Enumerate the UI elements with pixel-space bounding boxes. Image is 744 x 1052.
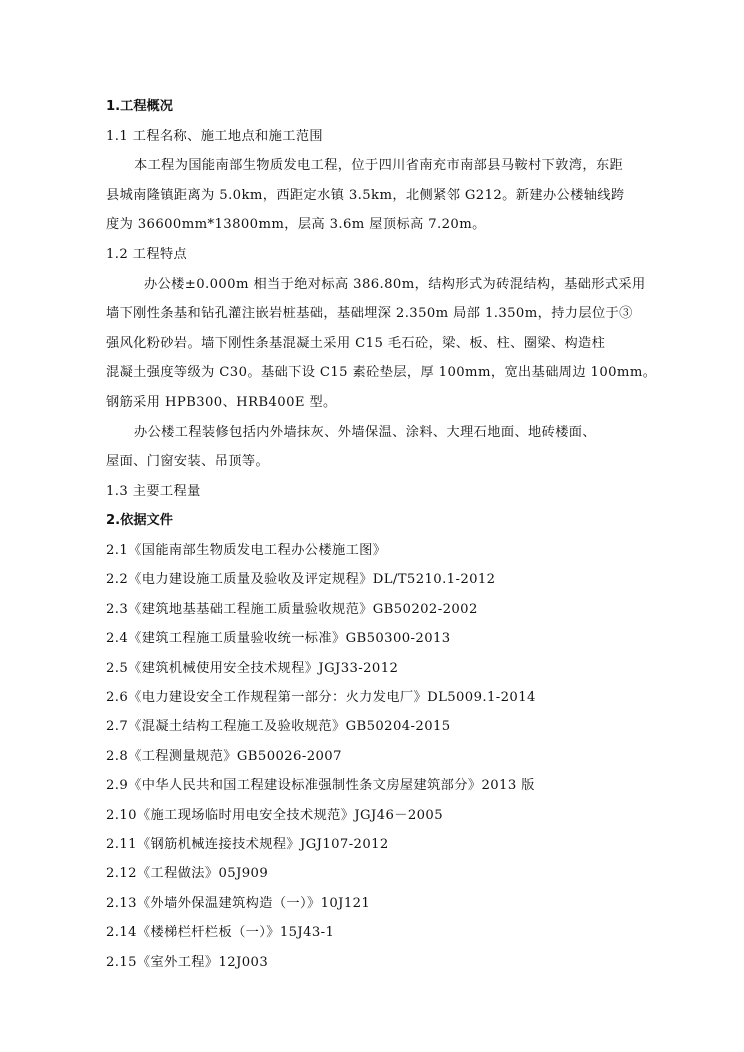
reference-item: 2.1《国能南部生物质发电工程办公楼施工图》 [106, 542, 387, 558]
paragraph-line: 屋面、门窗安装、吊顶等。 [106, 454, 270, 470]
paragraph-line: 办公楼±0.000m 相当于绝对标高 386.80m，结构形式为砖混结构，基础形式采用 [144, 276, 646, 292]
paragraph-line: 本工程为国能南部生物质发电工程，位于四川省南充市南部县马鞍村下敦湾，东距 [134, 158, 624, 174]
reference-item: 2.15《室外工程》12J003 [106, 954, 269, 970]
reference-item: 2.9《中华人民共和国工程建设标准强制性条文房屋建筑部分》2013 版 [106, 778, 535, 794]
reference-item: 2.6《电力建设安全工作规程第一部分：火力发电厂》DL5009.1-2014 [106, 689, 536, 705]
section-1-1-title: 1.1 工程名称、施工地点和施工范围 [106, 128, 323, 144]
reference-item: 2.11《钢筋机械连接技术规程》JGJ107-2012 [106, 836, 389, 852]
section-1-2-paragraph-1 [106, 270, 657, 418]
paragraph-line: 县城南隆镇距离为 5.0km，西距定水镇 3.5km，北侧紧邻 G212。新建办公楼轴线跨 [106, 187, 625, 203]
paragraph-line: 墙下刚性条基和钻孔灌注嵌岩桩基础，基础埋深 2.350m 局部 1.350m，持力层位于③ [106, 306, 633, 322]
document-page [106, 92, 657, 977]
reference-item: 2.12《工程做法》05J909 [106, 866, 269, 882]
reference-item: 2.4《建筑工程施工质量验收统一标准》GB50300-2013 [106, 631, 451, 647]
reference-item: 2.7《混凝土结构工程施工及验收规范》GB50204-2015 [106, 719, 451, 735]
reference-item: 2.14《楼梯栏杆栏板（一）》15J43-1 [106, 925, 335, 941]
reference-item: 2.2《电力建设施工质量及验收及评定规程》DL/T5210.1-2012 [106, 572, 496, 588]
paragraph-line: 办公楼工程装修包括内外墙抹灰、外墙保温、涂料、大理石地面、地砖楼面、 [134, 424, 596, 440]
reference-item: 2.5《建筑机械使用安全技术规程》JGJ33-2012 [106, 660, 399, 676]
reference-item: 2.8《工程测量规范》GB50026-2007 [106, 748, 342, 764]
section-1-title: 1.工程概况 [106, 99, 173, 114]
section-1-3-title: 1.3 主要工程量 [106, 483, 201, 499]
reference-item: 2.3《建筑地基基础工程施工质量验收规范》GB50202-2002 [106, 601, 478, 617]
reference-list [106, 536, 654, 977]
reference-item: 2.13《外墙外保温建筑构造（一）》10J121 [106, 895, 371, 911]
reference-item: 2.10《施工现场临时用电安全技术规范》JGJ46－2005 [106, 807, 443, 823]
section-2-title: 2.依据文件 [106, 513, 173, 529]
section-1-2-paragraph-2 [106, 418, 654, 477]
paragraph-line: 混凝土强度等级为 C30。基础下设 C15 素砼垫层，厚 100mm，宽出基础周边 100mm。 [106, 365, 657, 381]
section-1-1-paragraph [106, 151, 654, 240]
paragraph-line: 强风化粉砂岩。墙下刚性条基混凝土采用 C15 毛石砼，梁、板、柱、圈梁、构造柱 [106, 335, 606, 351]
paragraph-line: 度为 36600mm*13800mm，层高 3.6m 屋顶标高 7.20m。 [106, 217, 486, 233]
paragraph-line: 钢筋采用 HPB300、HRB400E 型。 [106, 394, 337, 410]
section-1-2-title: 1.2 工程特点 [106, 246, 188, 262]
